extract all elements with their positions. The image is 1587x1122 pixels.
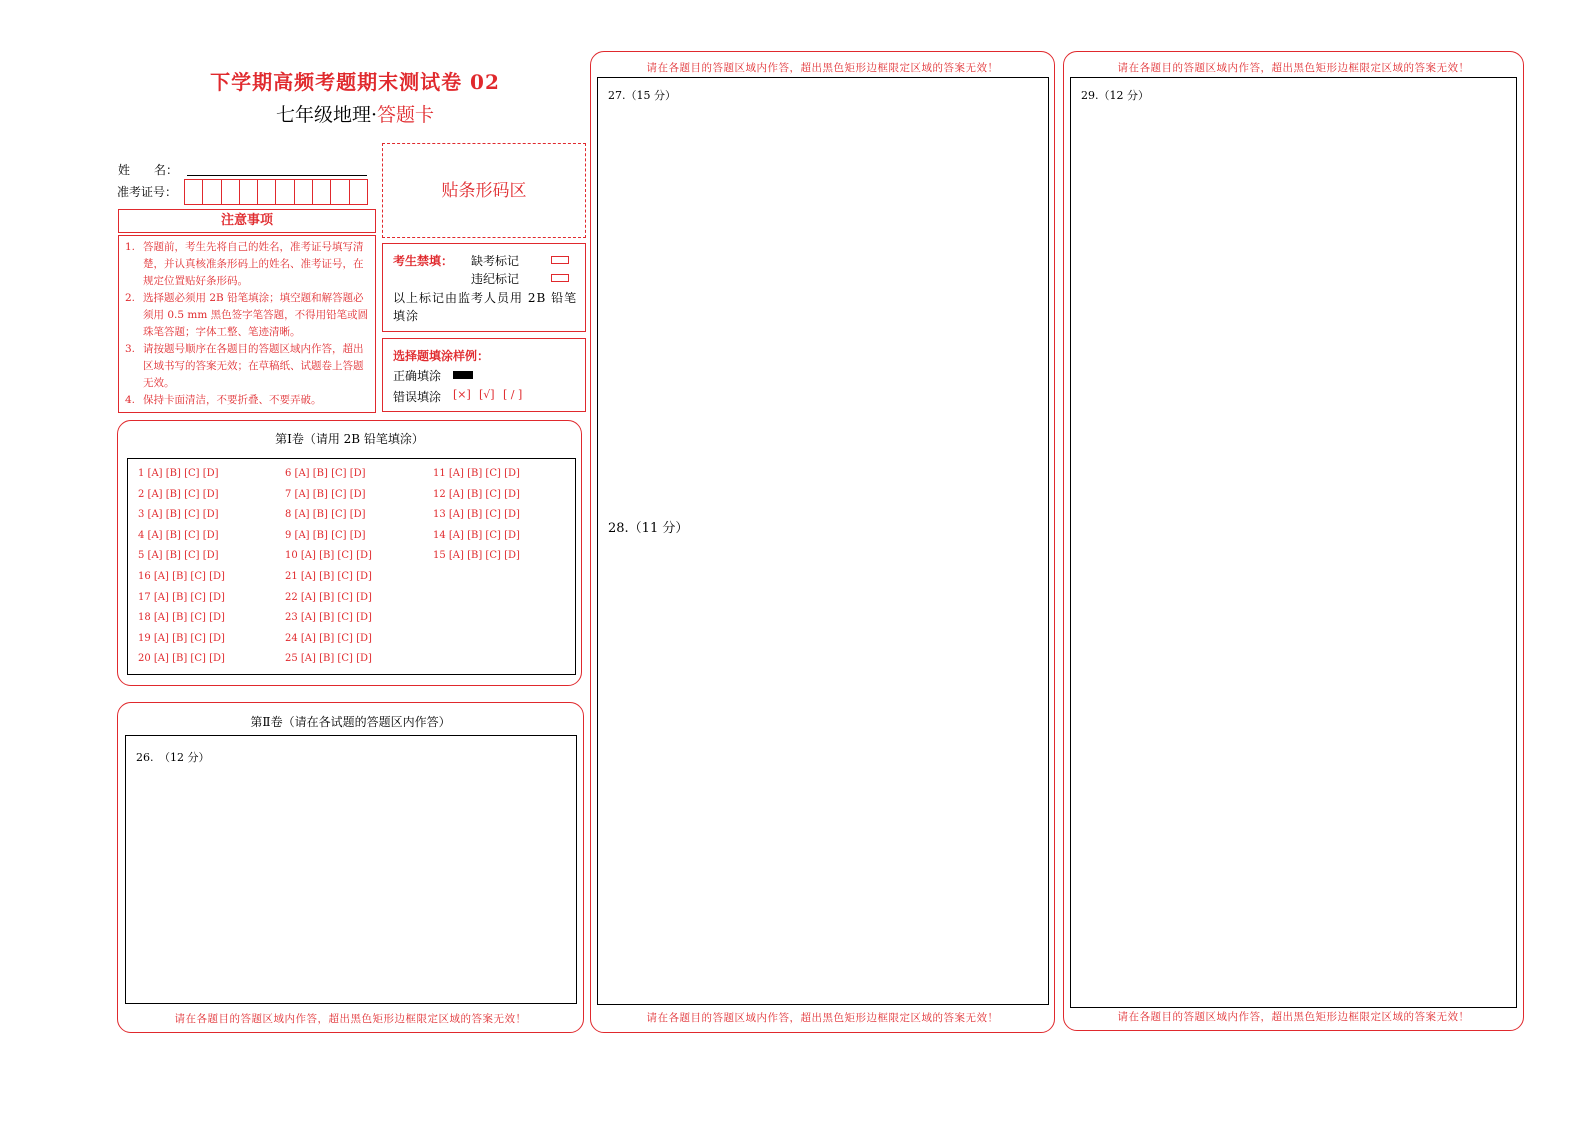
mc-question[interactable]: 11 [A] [B] [C] [D] bbox=[433, 468, 520, 479]
q27-q28-answer-area[interactable] bbox=[597, 77, 1049, 1005]
mc-column-3 bbox=[433, 464, 520, 567]
wrong-fill-sample-1: [×] bbox=[453, 388, 471, 401]
section2-panel bbox=[117, 702, 584, 1033]
mc-question[interactable]: 14 [A] [B] [C] [D] bbox=[433, 529, 520, 541]
middle-panel bbox=[590, 51, 1055, 1033]
mc-column-2 bbox=[285, 464, 372, 670]
wrong-fill-sample-2: [√] bbox=[479, 388, 495, 401]
absent-label: 缺考标记 bbox=[471, 254, 520, 268]
wrong-fill-label: 错误填涂 bbox=[393, 390, 442, 404]
section2-title: 第Ⅱ卷（请在各试题的答题区内作答） bbox=[250, 715, 451, 729]
proctor-note: 以上标记由监考人员用 2B 铅笔填涂 bbox=[393, 291, 578, 323]
section1-panel bbox=[117, 420, 582, 686]
mc-question[interactable]: 21 [A] [B] [C] [D] bbox=[285, 570, 372, 582]
mc-question[interactable]: 1 [A] [B] [C] [D] bbox=[138, 468, 219, 479]
q26-answer-area[interactable] bbox=[125, 735, 577, 1004]
notice-body bbox=[118, 235, 376, 413]
q29-answer-area[interactable] bbox=[1070, 77, 1517, 1008]
proctor-label: 考生禁填： bbox=[393, 254, 454, 268]
mc-question[interactable]: 15 [A] [B] [C] [D] bbox=[433, 550, 520, 562]
mc-question[interactable]: 17 [A] [B] [C] [D] bbox=[138, 591, 225, 603]
mc-question[interactable]: 16 [A] [B] [C] [D] bbox=[138, 570, 225, 582]
mc-question[interactable]: 8 [A] [B] [C] [D] bbox=[285, 509, 366, 521]
warning-text: 请在各题目的答题区域内作答，超出黑色矩形边框限定区域的答案无效！ bbox=[174, 1013, 527, 1025]
warning-text: 请在各题目的答题区域内作答，超出黑色矩形边框限定区域的答案无效！ bbox=[646, 62, 999, 74]
mc-question[interactable]: 19 [A] [B] [C] [D] bbox=[138, 632, 225, 644]
id-label: 准考证号： bbox=[117, 185, 178, 199]
correct-fill-sample bbox=[453, 371, 473, 379]
fill-sample-box bbox=[382, 338, 586, 412]
violation-label: 违纪标记 bbox=[471, 272, 520, 286]
fill-sample-heading: 选择题填涂样例： bbox=[393, 349, 490, 363]
warning-text: 请在各题目的答题区域内作答，超出黑色矩形边框限定区域的答案无效！ bbox=[1117, 1011, 1470, 1023]
barcode-label: 贴条形码区 bbox=[441, 181, 527, 201]
absent-mark-box[interactable] bbox=[551, 256, 569, 264]
mc-question[interactable]: 9 [A] [B] [C] [D] bbox=[285, 529, 366, 541]
mc-question[interactable]: 24 [A] [B] [C] [D] bbox=[285, 632, 372, 644]
barcode-area bbox=[382, 143, 586, 238]
q27-label: 27.（15 分） bbox=[608, 89, 676, 102]
mc-question[interactable]: 18 [A] [B] [C] [D] bbox=[138, 612, 225, 624]
correct-fill-label: 正确填涂 bbox=[393, 369, 442, 383]
answer-card-label: 答题卡 bbox=[377, 104, 435, 126]
exam-id-boxes[interactable] bbox=[184, 179, 368, 205]
notice-heading: 注意事项 bbox=[118, 209, 376, 233]
notice-item: 4. 保持卡面清洁，不要折叠、不要弄破。 bbox=[125, 394, 322, 406]
right-panel bbox=[1063, 51, 1524, 1031]
q28-label: 28.（11 分） bbox=[608, 521, 689, 536]
mc-question[interactable]: 10 [A] [B] [C] [D] bbox=[285, 550, 372, 562]
mc-question[interactable]: 22 [A] [B] [C] [D] bbox=[285, 591, 372, 603]
mc-question[interactable]: 4 [A] [B] [C] [D] bbox=[138, 529, 219, 541]
violation-mark-box[interactable] bbox=[551, 274, 569, 282]
section1-title: 第Ⅰ卷（请用 2B 铅笔填涂） bbox=[275, 432, 424, 446]
notice-item: 1. 答题前，考生先将自己的姓名，准考证号填写清楚，并认真核准条形码上的姓名、准考证号，在规定位置贴好条形码。 bbox=[125, 241, 364, 287]
notice-item: 3. 请按题号顺序在各题目的答题区域内作答，超出区域书写的答案无效；在草稿纸、试题卷上答题无效。 bbox=[125, 343, 364, 389]
subject-label: 七年级地理· bbox=[275, 104, 378, 126]
mc-question[interactable]: 23 [A] [B] [C] [D] bbox=[285, 612, 372, 624]
mc-question[interactable]: 6 [A] [B] [C] [D] bbox=[285, 468, 366, 479]
mc-answer-box bbox=[127, 458, 576, 675]
mc-question[interactable]: 20 [A] [B] [C] [D] bbox=[138, 653, 225, 665]
mc-question[interactable]: 25 [A] [B] [C] [D] bbox=[285, 653, 372, 665]
mc-question[interactable]: 3 [A] [B] [C] [D] bbox=[138, 509, 219, 521]
warning-text: 请在各题目的答题区域内作答，超出黑色矩形边框限定区域的答案无效！ bbox=[646, 1012, 999, 1024]
name-field[interactable] bbox=[187, 175, 367, 176]
wrong-fill-sample-3: [ / ] bbox=[503, 388, 523, 401]
q26-label: 26. （12 分） bbox=[136, 751, 210, 764]
mc-question[interactable]: 13 [A] [B] [C] [D] bbox=[433, 509, 520, 521]
proctor-box bbox=[382, 243, 586, 332]
name-label: 姓 名： bbox=[118, 163, 179, 177]
mc-question[interactable]: 12 [A] [B] [C] [D] bbox=[433, 488, 520, 500]
mc-column-1 bbox=[138, 464, 225, 670]
q29-label: 29.（12 分） bbox=[1081, 89, 1149, 102]
mc-question[interactable]: 5 [A] [B] [C] [D] bbox=[138, 550, 219, 562]
exam-title: 下学期高频考题期末测试卷 02 bbox=[210, 70, 500, 94]
mc-question[interactable]: 7 [A] [B] [C] [D] bbox=[285, 488, 366, 500]
notice-item: 2. 选择题必须用 2B 铅笔填涂；填空题和解答题必须用 0.5 mm 黑色签字笔答题，不得用铅笔或圆珠笔答题；字体工整、笔迹清晰。 bbox=[125, 292, 369, 338]
mc-question[interactable]: 2 [A] [B] [C] [D] bbox=[138, 488, 219, 500]
warning-text: 请在各题目的答题区域内作答，超出黑色矩形边框限定区域的答案无效！ bbox=[1117, 62, 1470, 74]
